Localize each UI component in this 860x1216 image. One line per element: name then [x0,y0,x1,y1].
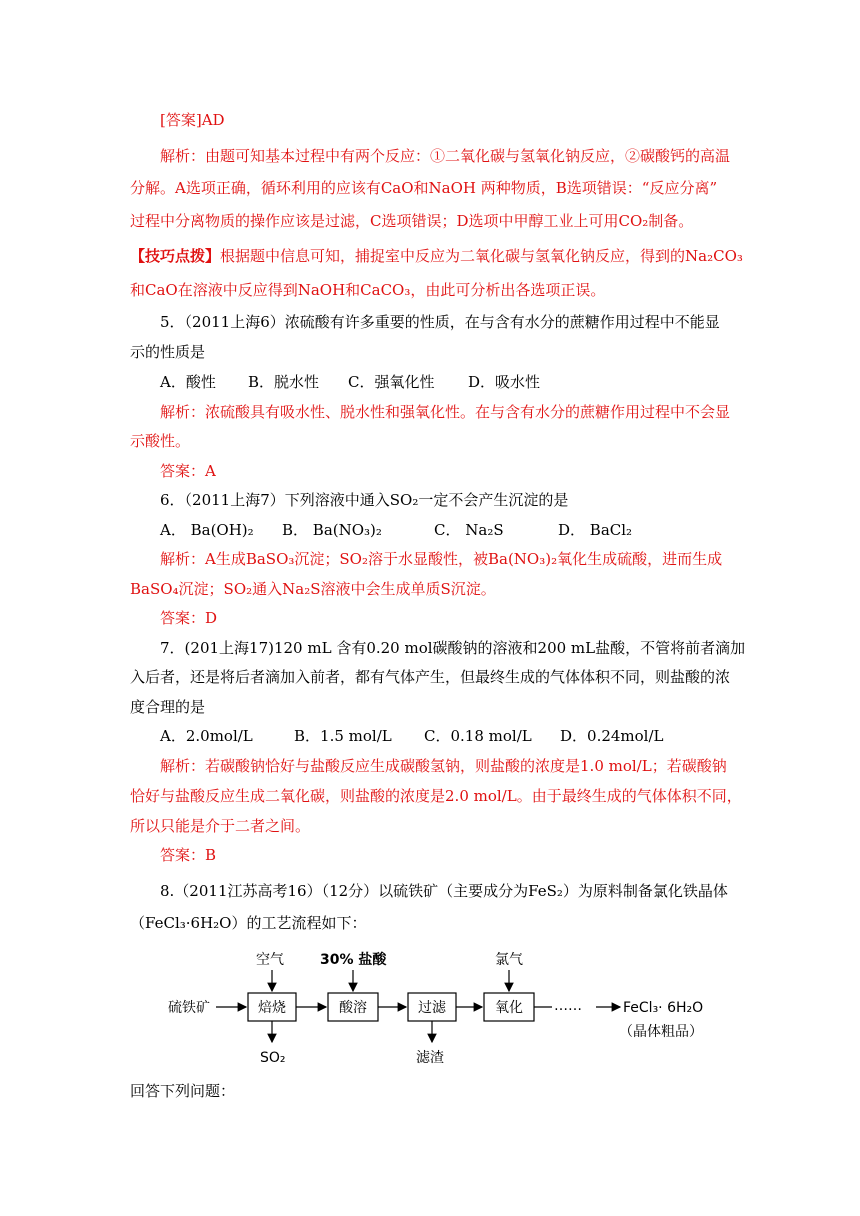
q7-option: C．0.18 mol/L [424,727,532,745]
q7-analysis: 所以只能是介于二者之间。 [130,817,311,835]
q6-options [160,520,632,540]
q7-answer: 答案：B [160,846,217,864]
process-flow-diagram [168,942,728,1072]
tip-text-line: 和CaO在溶液中反应得到NaOH和CaCO₃，由此可分析出各选项正误。 [130,281,606,299]
q8-stem: （FeCl₃·6H₂O）的工艺流程如下： [130,914,367,932]
q7-options [160,726,664,746]
flow-step-label: 过滤 [418,1000,446,1016]
q5-answer: 答案：A [160,462,216,480]
q6-analysis: 解析：A生成BaSO₃沉淀；SO₂溶于水显酸性，被Ba(NO₃)₂氧化生成硫酸，进而生成 [160,550,723,568]
q6-option: A． Ba(OH)₂ [160,521,254,539]
q7-stem: 7．(201上海17)120 mL 含有0.20 mol碳酸钠的溶液和200 mL盐酸，不管将前者滴加 [160,639,746,657]
q7-stem: 入后者，还是将后者滴加入前者，都有气体产生，但最终生成的气体体积不同，则盐酸的浓 [130,668,731,686]
q5-analysis: 示酸性。 [130,432,191,450]
q7-analysis: 解析：若碳酸钠恰好与盐酸反应生成碳酸氢钠，则盐酸的浓度是1.0 mol/L；若碳酸钠 [160,757,727,775]
q5-option: B．脱水性 [248,373,320,391]
flow-dots: …… [554,998,582,1014]
q5-option: D．吸水性 [468,373,541,391]
flow-product: FeCl₃· 6H₂O [623,1000,704,1016]
q6-stem: 6．（2011上海7）下列溶液中通入SO₂一定不会产生沉淀的是 [160,491,569,509]
flow-step-label: 氧化 [495,1000,523,1016]
q7-stem: 度合理的是 [130,698,206,716]
q6-option: C． Na₂S [434,521,504,539]
analysis-ad-line: 解析：由题可知基本过程中有两个反应：①二氧化碳与氢氧化钠反应，②碳酸钙的高温 [160,147,731,165]
q5-options [160,372,540,392]
flow-step-label: 酸溶 [339,1000,367,1016]
flow-input-label: 硫铁矿 [168,1000,210,1016]
analysis-ad-line: 过程中分离物质的操作应该是过滤，C选项错误；D选项中甲醇工业上可用CO₂制备。 [130,212,694,230]
flow-top-input: 氯气 [495,952,523,968]
tip-line [130,246,743,266]
q6-option: D． BaCl₂ [558,521,633,539]
analysis-ad-line: 分解。A选项正确，循环利用的应该有CaO和NaOH 两种物质，B选项错误：“反应分离” [130,179,718,197]
flow-bottom-output: 滤渣 [416,1050,444,1066]
q6-analysis: BaSO₄沉淀；SO₂通入Na₂S溶液中会生成单质S沉淀。 [130,580,496,598]
q7-option: A．2.0mol/L [160,727,253,745]
q8-prompt: 回答下列问题： [130,1082,236,1100]
flow-step-label: 焙烧 [258,1000,286,1016]
q5-option: A．酸性 [160,373,216,391]
q8-stem: 8.（2011江苏高考16）（12分）以硫铁矿（主要成分为FeS₂）为原料制备氯化铁晶体 [160,882,728,900]
flow-top-input: 30% 盐酸 [320,952,387,968]
flow-bottom-output: SO₂ [260,1050,286,1066]
flow-product-note: （晶体粗品） [619,1024,703,1040]
tip-label: 【技巧点拨】 [130,247,221,265]
q7-option: B．1.5 mol/L [294,727,392,745]
q5-stem: 示的性质是 [130,343,206,361]
tip-text: 根据题中信息可知，捕捉室中反应为二氧化碳与氢氧化钠反应，得到的Na₂CO₃ [220,247,743,265]
flow-top-input: 空气 [256,952,284,968]
q7-option: D．0.24mol/L [560,727,664,745]
q6-option: B． Ba(NO₃)₂ [282,521,382,539]
q7-analysis: 恰好与盐酸反应生成二氧化碳，则盐酸的浓度是2.0 mol/L。由于最终生成的气体体积不同， [130,787,742,805]
answer-ad: [答案]AD [160,111,225,129]
q6-answer: 答案：D [160,609,218,627]
q5-stem: 5．（2011上海6）浓硫酸有许多重要的性质，在与含有水分的蔗糖作用过程中不能显 [160,313,720,331]
q5-option: C．强氧化性 [348,373,435,391]
q5-analysis: 解析：浓硫酸具有吸水性、脱水性和强氧化性。在与含有水分的蔗糖作用过程中不会显 [160,403,731,421]
